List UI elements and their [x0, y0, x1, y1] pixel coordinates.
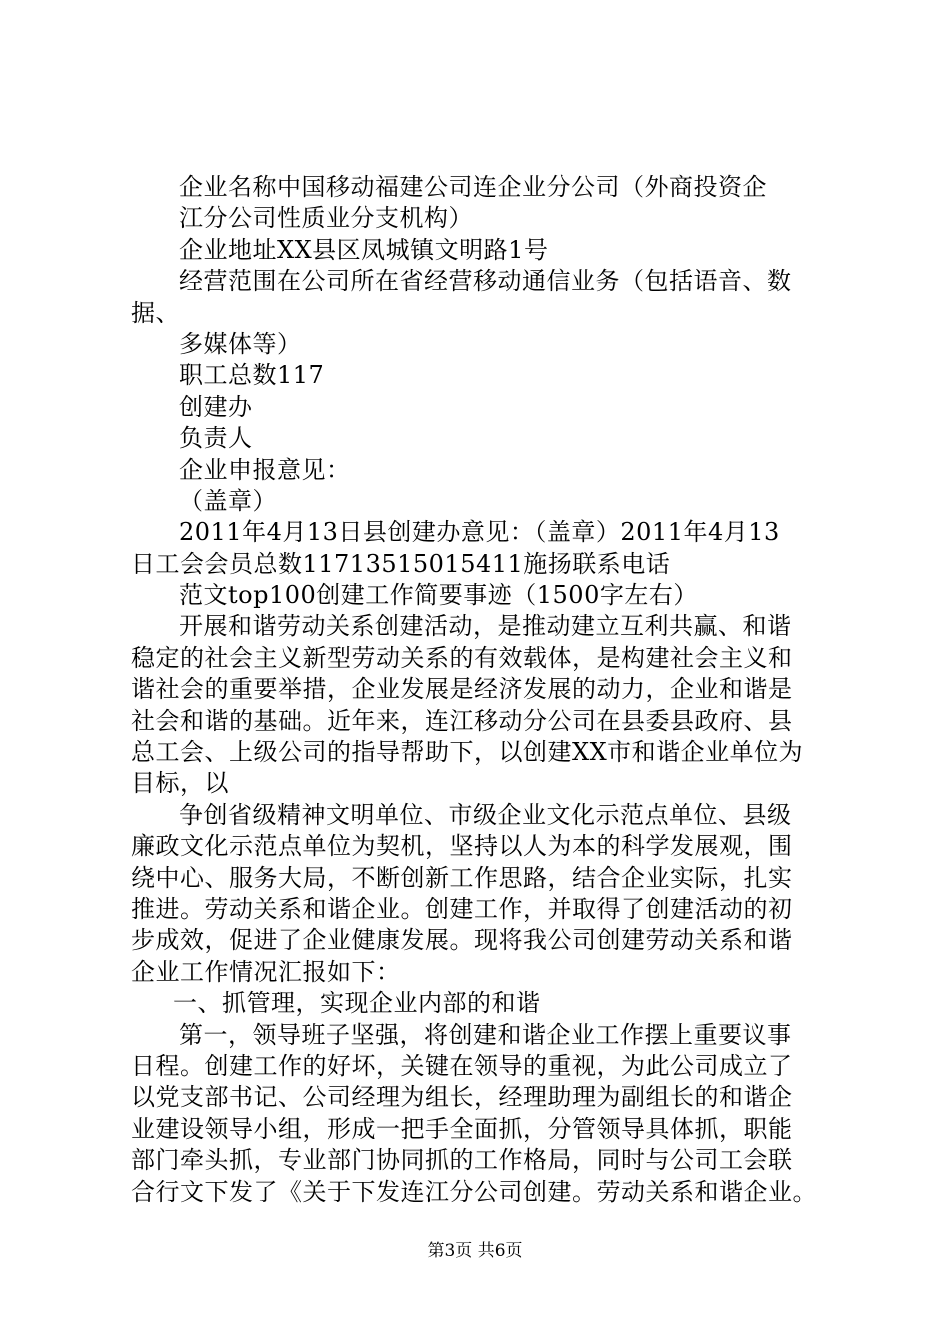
text-line: 经营范围在公司所在省经营移动通信业务（包括语音、数: [179, 267, 792, 296]
text-line: 谐社会的重要举措，企业发展是经济发展的动力，企业和谐是: [131, 675, 793, 704]
text-line: 部门牵头抓，专业部门协同抓的工作格局，同时与公司工会联: [131, 1146, 793, 1175]
text-line: 争创省级精神文明单位、市级企业文化示范点单位、县级: [179, 800, 792, 829]
text-line: 总工会、上级公司的指导帮助下，以创建XX市和谐企业单位为: [131, 738, 804, 767]
text-line: 廉政文化示范点单位为契机，坚持以人为本的科学发展观，围: [131, 832, 793, 861]
text-line: 2011年4月13日县创建办意见：（盖章）2011年4月13: [179, 518, 780, 547]
text-line: 步成效，促进了企业健康发展。现将我公司创建劳动关系和谐: [131, 926, 793, 955]
text-line: 绕中心、服务大局，不断创新工作思路，结合企业实际，扎实: [131, 863, 793, 892]
text-line: 日工会会员总数11713515015411施扬联系电话: [131, 549, 671, 578]
text-line: 企业名称中国移动福建公司连企业分公司（外商投资企: [179, 173, 767, 201]
page-number-footer: 第3页 共6页: [427, 1241, 523, 1261]
text-line: 创建办: [179, 392, 253, 421]
text-line: 职工总数117: [179, 361, 325, 390]
text-line: 推进。劳动关系和谐企业。创建工作，并取得了创建活动的初: [131, 894, 793, 923]
text-line: 开展和谐劳动关系创建活动，是推动建立互利共赢、和谐: [179, 612, 792, 641]
text-line: 范文top100创建工作简要事迹（1500字左右）: [179, 581, 698, 610]
section-heading: 一、抓管理，实现企业内部的和谐: [173, 989, 541, 1018]
text-line: 日程。创建工作的好坏，关键在领导的重视，为此公司成立了: [131, 1051, 793, 1080]
text-line: 企业申报意见：: [179, 455, 351, 484]
text-line: 合行文下发了《关于下发连江分公司创建。劳动关系和谐企业。: [131, 1177, 817, 1206]
text-line: 以党支部书记、公司经理为组长，经理助理为副组长的和谐企: [131, 1083, 793, 1112]
text-line: （盖章）: [179, 486, 277, 515]
text-line: 目标，以: [131, 769, 229, 798]
text-line: 多媒体等）: [179, 329, 302, 358]
text-line: 业建设领导小组，形成一把手全面抓，分管领导具体抓，职能: [131, 1114, 793, 1143]
text-line: 稳定的社会主义新型劳动关系的有效载体，是构建社会主义和: [131, 643, 793, 672]
document-body: [131, 172, 831, 1208]
text-line: 企业地址XX县区凤城镇文明路1号: [179, 235, 549, 264]
text-line: 第一，领导班子坚强，将创建和谐企业工作摆上重要议事: [179, 1020, 792, 1049]
text-line: 负责人: [179, 424, 253, 453]
text-line: 据、: [131, 298, 180, 327]
text-line: 江分公司性质业分支机构）: [179, 204, 473, 233]
text-line: 社会和谐的基础。近年来，连江移动分公司在县委县政府、县: [131, 706, 793, 735]
text-line: 企业工作情况汇报如下：: [131, 957, 401, 986]
